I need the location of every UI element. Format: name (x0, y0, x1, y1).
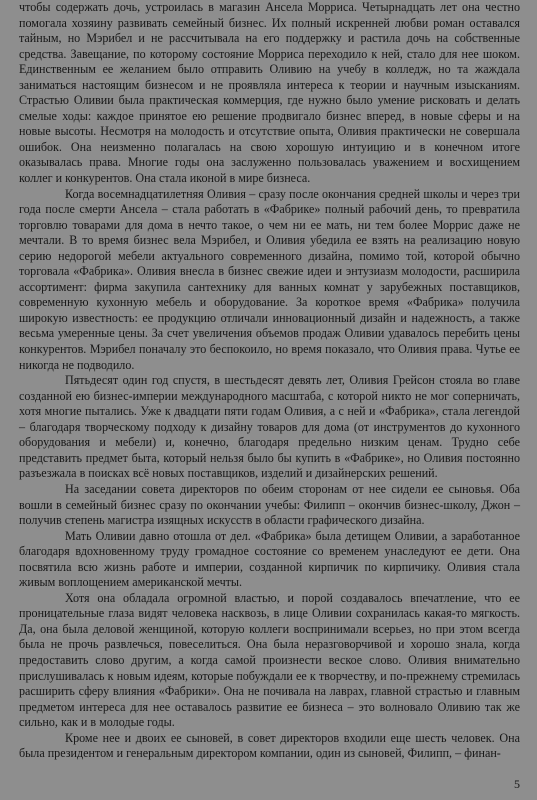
paragraph: Мать Оливии давно отошла от дел. «Фабрика» была детищем Оливии, а заработанное благодаря вдохновенному труду громадное состояние со временем унаследуют ее дети. Она посвятила всю жизнь работе и империи, созданной кирпичик по кирпичику. Оливия стала живым воплощением американской мечты. (19, 528, 520, 590)
paragraph: На заседании совета директоров по обеим сторонам от нее сидели ее сыновья. Оба вошли в семейный бизнес сразу по окончании учебы: Филипп – окончив бизнес-школу, Джон – получив степень магистра изящных искусств в области графического дизайна. (19, 481, 520, 528)
paragraph: чтобы содержать дочь, устроилась в магазин Ансела Морриса. Четырнадцать лет она честно помогала хозяину развивать семейный бизнес. Их полный искренней любви роман оставался тайным, но Мэрибел и не рассчитывала на его поддержку и растила дочь на собственные средства. Завещание, по которому состояние Морриса переходило к ней, стало для нее шоком. Единственным ее желанием было отправить Оливию на учебу в колледж, но та жаждала заниматься настоящим бизнесом и не проявляла интереса к теории и научным изысканиям. Страстью Оливии была практическая коммерция, где нужно было умение рисковать и делать смелые ходы: каждое принятое ею решение продвигало бизнес вперед, в новые сферы и на новые высоты. Несмотря на молодость и отсутствие опыта, Оливия практически не совершала ошибок. Она неизменно полагалась на свою хорошую интуицию и в конечном итоге оказывалась права. Многие годы она заслуженно пользовалась уважением и восхищением коллег и конкурентов. Она стала иконой в мире бизнеса. (19, 0, 520, 186)
paragraph: Хотя она обладала огромной властью, и порой создавалось впечатление, что ее проницательные глаза видят человека насквозь, в лице Оливии сохранилась какая-то мягкость. Да, она была деловой женщиной, которую коллеги воспринимали всерьез, но при этом всегда была не прочь развлечься, повеселиться. Она была неразговорчивой и хорошо знала, когда предоставить слово другим, а когда самой произнести веское слово. Оливия внимательно прислушивалась к новым идеям, которые побуждали ее к творчеству, и по-прежнему стремилась расширить сферу влияния «Фабрики». Она не почивала на лаврах, главной страстью и главным предметом интереса для нее оставалось развитие ее бизнеса – это волновало Оливию так же сильно, как и в молодые годы. (19, 590, 520, 730)
paragraph: Пятьдесят один год спустя, в шестьдесят девять лет, Оливия Грейсон стояла во главе созданной ею бизнес-империи международного масштаба, с которой никто не мог соперничать, хотя многие пытались. Уже к двадцати пяти годам Оливия, а с ней и «Фабрика», стала легендой – благодаря творческому подходу к дизайну товаров для дома (от инструментов до кухонного оборудования и мебели) и, конечно, благодаря предельно низким ценам. Трудно себе представить предмет быта, который нельзя было бы купить в «Фабрике», но Оливия постоянно разъезжала в поисках всё новых поставщиков, изделий и дизайнерских решений. (19, 373, 520, 481)
paragraph: Когда восемнадцатилетняя Оливия – сразу после окончания средней школы и через три года после смерти Ансела – стала работать в «Фабрике» полный рабочий день, то превратила торговлю товарами для дома в нечто такое, о чем ни ее мать, ни тем более Моррис даже не мечтали. В то время бизнес вела Мэрибел, и Оливия убедила ее взять на реализацию новую серию недорогой мебели актуального современного дизайна, помимо той, которой обычно торговала «Фабрика». Оливия внесла в бизнес свежие идеи и энтузиазм молодости, расширила ассортимент: фирма закупила сантехнику для ванных комнат у зарубежных поставщиков, современную кухонную мебель и оборудование. За короткое время «Фабрика» получила широкую известность: ее продукцию отличали инновационный дизайн и надежность, а также весьма умеренные цены. За счет увеличения объемов продаж Оливии удавалось перебить цены конкурентов. Мэрибел поначалу это беспокоило, но время показало, что Оливия права. Чутье ее никогда не подводило. (19, 186, 520, 372)
paragraph: Кроме нее и двоих ее сыновей, в совет директоров входили еще шесть человек. Она была президентом и генеральным директором компании, один из сыновей, Филипп, – финан- (19, 730, 520, 761)
body-text (19, 0, 520, 762)
page-number: 5 (514, 777, 520, 791)
